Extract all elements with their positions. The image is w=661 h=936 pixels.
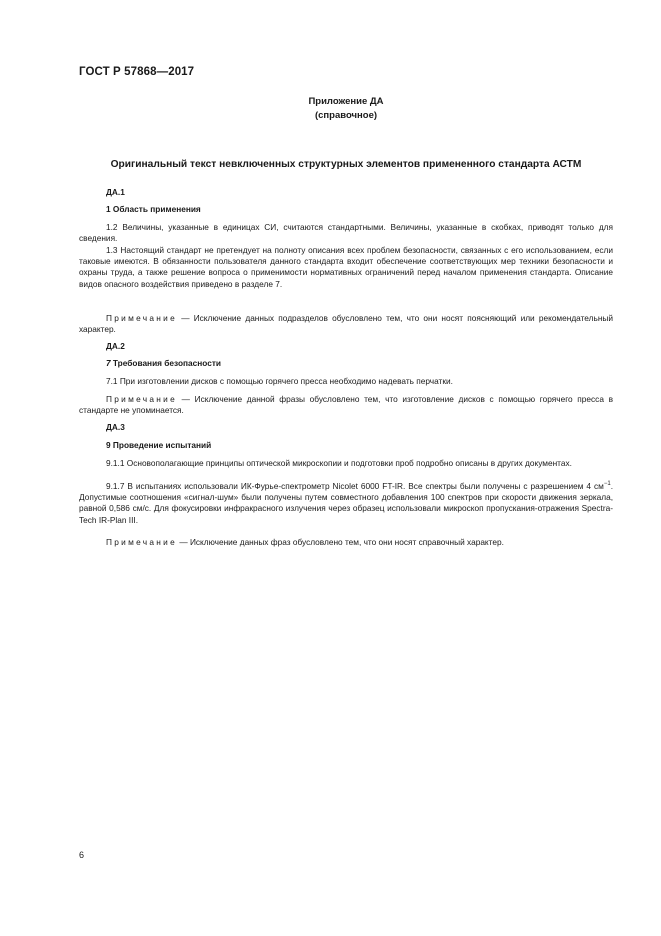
section-id-da2: ДА.2 bbox=[106, 341, 125, 351]
heading-number: 7 bbox=[106, 358, 111, 368]
paragraph-1-3: 1.3 Настоящий стандарт не претендует на полноту описания всех проблем безопасности, связанных с его использованием, если таковые имеются. В обязанности пользователя данного стандарта входит обеспечение соответствующих мер техники безопасности и охраны труда, а также решение вопроса о применимости нормативных ограничений перед началом применения стандарта. Описание видов опасного воздействия приведено в разделе 7. bbox=[79, 245, 613, 289]
section-heading-testing: 9 Проведение испытаний bbox=[106, 440, 212, 450]
paragraph-9-1-1: 9.1.1 Основополагающие принципы оптической микроскопии и подготовки проб подробно описаны в других документах. bbox=[106, 458, 572, 468]
section-id-da3: ДА.3 bbox=[106, 422, 125, 432]
note-label: Примечание bbox=[106, 313, 178, 323]
section-heading-scope: 1 Область применения bbox=[106, 204, 201, 214]
section-id-da1: ДА.1 bbox=[106, 187, 125, 197]
paragraph-1-2: 1.2 Величины, указанные в единицах СИ, считаются стандартными. Величины, указанные в скобках, приводят только для сведения. bbox=[79, 222, 613, 244]
superscript: −1 bbox=[603, 481, 611, 488]
document-title: Оригинальный текст невключенных структурных элементов примененного стандарта АСТМ bbox=[110, 159, 582, 170]
paragraph-7-1: 7.1 При изготовлении дисков с помощью горячего пресса необходимо надевать перчатки. bbox=[106, 376, 453, 386]
section-heading-safety bbox=[106, 358, 221, 368]
heading-text: Требования безопасности bbox=[110, 358, 222, 368]
note-label: Примечание bbox=[106, 537, 178, 547]
note-da3 bbox=[79, 537, 613, 548]
annex-title: Приложение ДА bbox=[308, 96, 384, 107]
paragraph-9-1-7 bbox=[79, 481, 613, 526]
note-text: — Исключение данных подразделов обусловлено тем, что они носят поясняющий или рекомендательный характер. bbox=[79, 313, 613, 335]
standard-header: ГОСТ Р 57868—2017 bbox=[79, 66, 195, 78]
note-label: Примечание bbox=[106, 394, 178, 404]
note-text: — Исключение данных фраз обусловлено тем, что они носят справочный характер. bbox=[177, 537, 504, 547]
page-number: 6 bbox=[79, 850, 85, 860]
note-da1 bbox=[79, 313, 613, 335]
paragraph-text-b: . Допустимые соотношения «сигнал-шум» были получены путем совместного добавления 100 спектров при скорости движения зеркала, равной 0,586 см/с. Для фокусировки инфракрасного излучения через образец использовали микроскоп пропускания-отражения Spectra-Tech IR-Plan III. bbox=[79, 481, 613, 525]
note-text: — Исключение данной фразы обусловлено тем, что изготовление дисков с помощью горячего пресса в стандарте не упоминается. bbox=[79, 394, 613, 416]
annex-type: (справочное) bbox=[314, 110, 378, 121]
paragraph-text-a: 9.1.7 В испытаниях использовали ИК-Фурье-спектрометр Nicolet 6000 FT-IR. Все спектры были получены с разрешением 4 см bbox=[106, 481, 604, 491]
note-da2 bbox=[79, 394, 613, 416]
